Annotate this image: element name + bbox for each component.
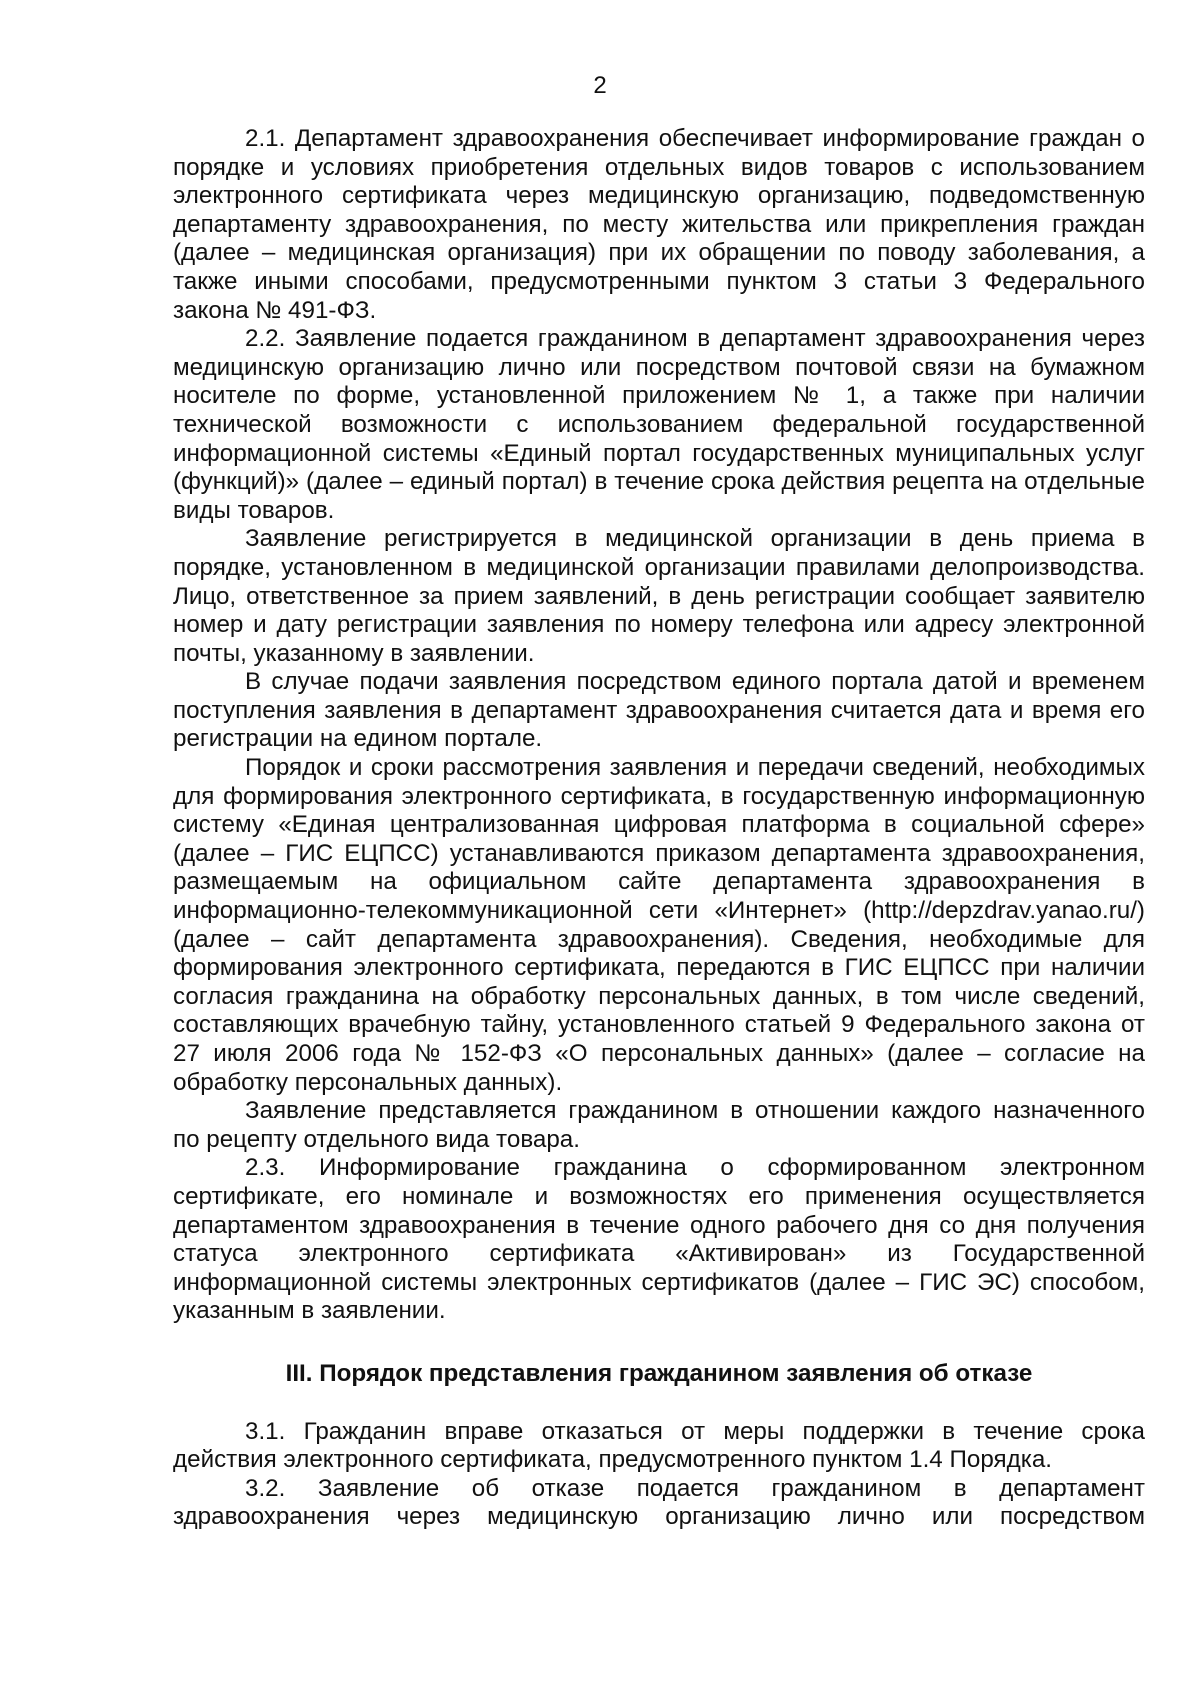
paragraph-3-2: 3.2. Заявление об отказе подается гражданином в департамент здравоохранения через медицинскую организацию лично или посредством — [173, 1474, 1145, 1531]
paragraph-registration: Заявление регистрируется в медицинской организации в день приема в порядке, установленном в медицинской организации правилами делопроизводства. Лицо, ответственное за прием заявлений, в день регистрации сообщает заявителю номер и дату регистрации заявления по номеру телефона или адресу электронной почты, указанному в заявлении. — [173, 525, 1145, 667]
paragraph-2-1: 2.1. Департамент здравоохранения обеспечивает информирование граждан о порядке и условиях приобретения отдельных видов товаров с использованием электронного сертификата через медицинскую организацию, подведомственную департаменту здравоохранения, по месту жительства или прикрепления граждан (далее – медицинская организация) при их обращении по поводу заболевания, а также иными способами, предусмотренными пунктом 3 статьи 3 Федерального закона № 491-ФЗ. — [173, 125, 1145, 324]
document-body — [173, 125, 1145, 1532]
paragraph-2-3: 2.3. Информирование гражданина о сформированном электронном сертификате, его номинале и возможностях его применения осуществляется департаментом здравоохранения в течение одного рабочего дня со дня получения статуса электронного сертификата «Активирован» из Государственной информационной системы электронных сертификатов (далее – ГИС ЭС) способом, указанным в заявлении. — [173, 1154, 1145, 1325]
paragraph-procedure-terms: Порядок и сроки рассмотрения заявления и передачи сведений, необходимых для формирования электронного сертификата, в государственную информационную систему «Единая централизованная цифровая платформа в социальной сфере» (далее – ГИС ЕЦПСС) устанавливаются приказом департамента здравоохранения, размещаемым на официальном сайте департамента здравоохранения в информационно-телекоммуникационной сети «Интернет» (http://depzdrav.yanao.ru/) (далее – сайт департамента здравоохранения). Сведения, необходимые для формирования электронного сертификата, передаются в ГИС ЕЦПСС при наличии согласия гражданина на обработку персональных данных, в том числе сведений, составляющих врачебную тайну, установленного статьей 9 Федерального закона от 27 июля 2006 года № 152-ФЗ «О персональных данных» (далее – согласие на обработку персональных данных). — [173, 754, 1145, 1096]
paragraph-3-1: 3.1. Гражданин вправе отказаться от меры поддержки в течение срока действия электронного сертификата, предусмотренного пунктом 1.4 Порядка. — [173, 1417, 1145, 1474]
paragraph-each-item: Заявление представляется гражданином в отношении каждого назначенного по рецепту отдельного вида товара. — [173, 1097, 1145, 1153]
paragraph-portal-date: В случае подачи заявления посредством единого портала датой и временем поступления заявления в департамент здравоохранения считается дата и время его регистрации на едином портале. — [173, 668, 1145, 753]
page-number: 2 — [593, 72, 607, 99]
section-heading: III. Порядок представления гражданином заявления об отказе — [285, 1359, 1033, 1387]
paragraph-2-2: 2.2. Заявление подается гражданином в департамент здравоохранения через медицинскую организацию лично или посредством почтовой связи на бумажном носителе по форме, установленной приложением № 1, а также при наличии технической возможности с использованием федеральной государственной информационной системы «Единый портал государственных муниципальных услуг (функций)» (далее – единый портал) в течение срока действия рецепта на отдельные виды товаров. — [173, 325, 1145, 524]
